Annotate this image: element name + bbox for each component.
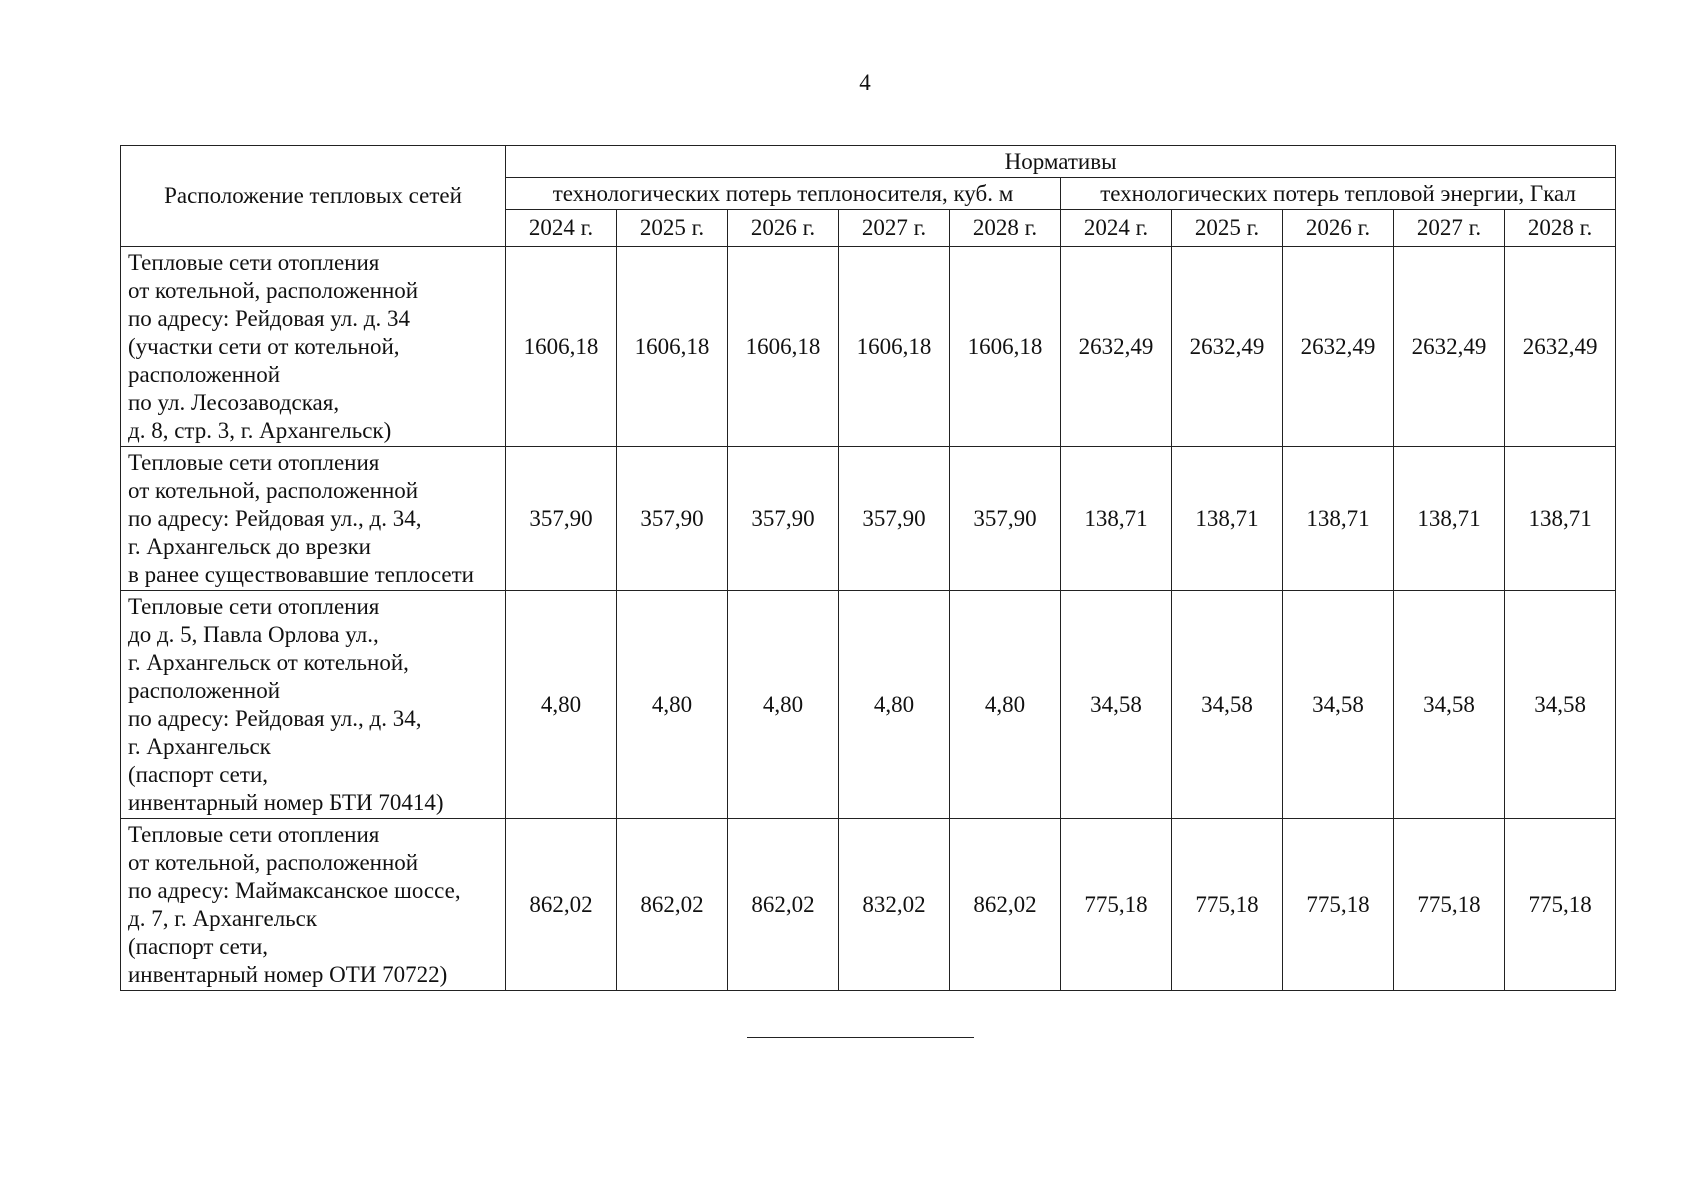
value-cell: 862,02 bbox=[728, 819, 839, 991]
year-header: 2028 г. bbox=[1505, 210, 1616, 247]
location-line: до д. 5, Павла Орлова ул., bbox=[128, 622, 379, 647]
location-line: г. Архангельск от котельной, bbox=[128, 650, 409, 675]
end-of-table-rule bbox=[747, 1037, 974, 1038]
location-line: от котельной, расположенной bbox=[128, 478, 419, 503]
location-cell bbox=[121, 819, 506, 991]
value-cell: 2632,49 bbox=[1061, 247, 1172, 447]
value-cell: 862,02 bbox=[950, 819, 1061, 991]
value-cell: 1606,18 bbox=[839, 247, 950, 447]
year-header: 2026 г. bbox=[1283, 210, 1394, 247]
heat-loss-normatives-table bbox=[120, 145, 1616, 991]
location-line: г. Архангельск bbox=[128, 734, 271, 759]
value-cell: 34,58 bbox=[1061, 591, 1172, 819]
location-line: г. Архангельск до врезки bbox=[128, 534, 371, 559]
value-cell: 2632,49 bbox=[1172, 247, 1283, 447]
value-cell: 1606,18 bbox=[506, 247, 617, 447]
location-line: расположенной bbox=[128, 678, 281, 703]
location-cell bbox=[121, 247, 506, 447]
location-line: (паспорт сети, bbox=[128, 934, 268, 959]
table-row bbox=[121, 447, 1616, 591]
value-cell: 357,90 bbox=[617, 447, 728, 591]
year-header: 2028 г. bbox=[950, 210, 1061, 247]
value-cell: 862,02 bbox=[617, 819, 728, 991]
year-header: 2026 г. bbox=[728, 210, 839, 247]
value-cell: 775,18 bbox=[1283, 819, 1394, 991]
location-line: в ранее существовавшие теплосети bbox=[128, 562, 474, 587]
value-cell: 1606,18 bbox=[617, 247, 728, 447]
value-cell: 4,80 bbox=[839, 591, 950, 819]
value-cell: 138,71 bbox=[1172, 447, 1283, 591]
value-cell: 1606,18 bbox=[950, 247, 1061, 447]
location-cell bbox=[121, 591, 506, 819]
location-line: от котельной, расположенной bbox=[128, 278, 419, 303]
value-cell: 832,02 bbox=[839, 819, 950, 991]
location-line: (паспорт сети, bbox=[128, 762, 268, 787]
year-header: 2025 г. bbox=[1172, 210, 1283, 247]
table-row bbox=[121, 819, 1616, 991]
year-header: 2024 г. bbox=[506, 210, 617, 247]
value-cell: 34,58 bbox=[1283, 591, 1394, 819]
year-header: 2027 г. bbox=[1394, 210, 1505, 247]
value-cell: 138,71 bbox=[1061, 447, 1172, 591]
location-line: по адресу: Рейдовая ул., д. 34, bbox=[128, 706, 422, 731]
heat-energy-loss-group-header: технологических потерь тепловой энергии, Гкал bbox=[1061, 178, 1616, 210]
value-cell: 2632,49 bbox=[1283, 247, 1394, 447]
normatives-header: Нормативы bbox=[506, 146, 1616, 178]
location-line: по адресу: Маймаксанское шоссе, bbox=[128, 878, 461, 903]
location-line: Тепловые сети отопления bbox=[128, 594, 380, 619]
location-line: д. 8, стр. 3, г. Архангельск) bbox=[128, 418, 392, 443]
value-cell: 34,58 bbox=[1394, 591, 1505, 819]
value-cell: 4,80 bbox=[728, 591, 839, 819]
value-cell: 357,90 bbox=[950, 447, 1061, 591]
coolant-loss-group-header: технологических потерь теплоносителя, куб. м bbox=[506, 178, 1061, 210]
value-cell: 862,02 bbox=[506, 819, 617, 991]
table-row bbox=[121, 247, 1616, 447]
value-cell: 34,58 bbox=[1505, 591, 1616, 819]
location-line: инвентарный номер ОТИ 70722) bbox=[128, 962, 448, 987]
year-header: 2024 г. bbox=[1061, 210, 1172, 247]
location-line: по адресу: Рейдовая ул., д. 34, bbox=[128, 506, 422, 531]
value-cell: 2632,49 bbox=[1505, 247, 1616, 447]
location-line: по ул. Лесозаводская, bbox=[128, 390, 340, 415]
value-cell: 138,71 bbox=[1394, 447, 1505, 591]
location-cell bbox=[121, 447, 506, 591]
value-cell: 775,18 bbox=[1061, 819, 1172, 991]
value-cell: 4,80 bbox=[950, 591, 1061, 819]
location-line: от котельной, расположенной bbox=[128, 850, 419, 875]
value-cell: 357,90 bbox=[839, 447, 950, 591]
value-cell: 34,58 bbox=[1172, 591, 1283, 819]
value-cell: 1606,18 bbox=[728, 247, 839, 447]
value-cell: 357,90 bbox=[728, 447, 839, 591]
value-cell: 357,90 bbox=[506, 447, 617, 591]
location-line: Тепловые сети отопления bbox=[128, 450, 380, 475]
value-cell: 775,18 bbox=[1172, 819, 1283, 991]
value-cell: 4,80 bbox=[506, 591, 617, 819]
location-line: Тепловые сети отопления bbox=[128, 250, 380, 275]
value-cell: 138,71 bbox=[1505, 447, 1616, 591]
table-header bbox=[121, 146, 1616, 247]
location-line: Тепловые сети отопления bbox=[128, 822, 380, 847]
year-header: 2025 г. bbox=[617, 210, 728, 247]
value-cell: 775,18 bbox=[1394, 819, 1505, 991]
year-header: 2027 г. bbox=[839, 210, 950, 247]
value-cell: 2632,49 bbox=[1394, 247, 1505, 447]
location-line: расположенной bbox=[128, 362, 281, 387]
table-body bbox=[121, 247, 1616, 991]
location-line: (участки сети от котельной, bbox=[128, 334, 400, 359]
table-row bbox=[121, 591, 1616, 819]
value-cell: 138,71 bbox=[1283, 447, 1394, 591]
location-line: по адресу: Рейдовая ул. д. 34 bbox=[128, 306, 410, 331]
location-line: д. 7, г. Архангельск bbox=[128, 906, 318, 931]
page-number: 4 bbox=[859, 70, 871, 95]
location-column-header: Расположение тепловых сетей bbox=[121, 146, 506, 247]
value-cell: 775,18 bbox=[1505, 819, 1616, 991]
value-cell: 4,80 bbox=[617, 591, 728, 819]
location-line: инвентарный номер БТИ 70414) bbox=[128, 790, 444, 815]
